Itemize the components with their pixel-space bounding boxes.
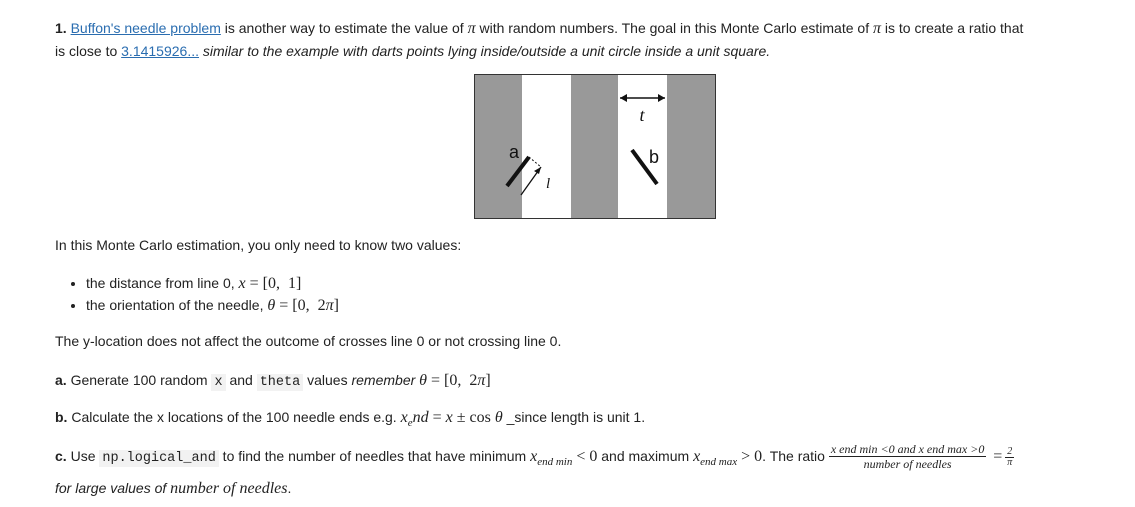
pi-value-link[interactable]: 3.1415926...: [121, 43, 199, 59]
list-item: [86, 272, 339, 294]
code-x: x: [211, 374, 225, 391]
two-values-intro: In this Monte Carlo estimation, you only need to know two values:: [55, 237, 462, 253]
label-b: b: [648, 147, 660, 167]
text: with random numbers. The goal in this Monte Carlo estimate of: [475, 20, 873, 36]
y-location-note: The y-location does not affect the outcome of crosses line 0 or not crossing line 0.: [55, 333, 562, 349]
step-label: c.: [55, 448, 67, 464]
greater-than-zero: > 0: [737, 448, 763, 465]
less-than-zero: < 0: [572, 448, 598, 465]
pi-symbol: π: [872, 20, 881, 37]
text: Generate 100 random: [66, 372, 212, 388]
equals: =: [993, 448, 1003, 465]
text: for large values of: [55, 480, 171, 497]
step-a: [55, 370, 491, 393]
cos-formula: = x ± cos θ: [428, 409, 503, 426]
text: and: [225, 372, 257, 388]
code-theta: theta: [257, 374, 304, 391]
text: is to create a ratio that: [880, 20, 1024, 36]
x-end-formula: $x_end$: [400, 409, 429, 430]
gray-strip: [667, 75, 715, 218]
step-label: a.: [55, 372, 67, 388]
text: Use: [66, 448, 100, 464]
text: to find the number of needles that have minimum: [218, 448, 531, 464]
text: .: [287, 480, 292, 497]
text: is another way to estimate the value of: [220, 20, 468, 36]
buffon-link[interactable]: Buffon's needle problem: [70, 20, 221, 36]
text: . The ratio: [762, 448, 829, 464]
number-of-needles: number of needles: [170, 480, 288, 498]
text: is close to: [55, 43, 122, 59]
label-l: l: [546, 176, 551, 192]
ratio-fraction: $\frac{\text{x end min <0 and x end max >0}}{\text{number of needles}}$: [830, 442, 985, 472]
pi-symbol: π: [467, 20, 476, 37]
text: and maximum: [597, 448, 694, 464]
text: the orientation of the needle,: [86, 297, 268, 313]
code-logical-and: np.logical_and: [99, 450, 218, 467]
theta-range: θ = [0, 2π]: [267, 297, 339, 314]
problem-number: 1.: [55, 20, 67, 36]
list-item: [86, 294, 339, 316]
label-a: a: [508, 142, 520, 162]
intro-paragraph: [55, 17, 1130, 62]
text: similar to the example with darts points lying inside/outside a unit circle inside a unit square.: [199, 43, 771, 59]
two-over-pi: $\frac{2}{\pi}$: [1007, 445, 1013, 468]
text: values: [303, 372, 352, 388]
theta-range: θ = [0, 2π]: [419, 372, 491, 389]
buffon-figure: [474, 74, 716, 219]
text: Calculate the x locations of the 100 needle ends e.g.: [67, 409, 401, 425]
x-end-min: $x_{end min}$: [530, 448, 573, 469]
x-range: x = [0, 1]: [238, 275, 302, 292]
x-end-max: $x_{end max}$: [693, 448, 738, 469]
step-c: [55, 443, 1130, 502]
text: the distance from line 0,: [86, 275, 239, 291]
label-t: t: [639, 105, 645, 125]
step-b: [55, 407, 645, 433]
text: remember: [351, 372, 420, 388]
gray-strip: [571, 75, 618, 218]
value-list: [62, 272, 339, 316]
text: _since length is unit 1.: [502, 409, 646, 425]
step-label: b.: [55, 409, 68, 425]
